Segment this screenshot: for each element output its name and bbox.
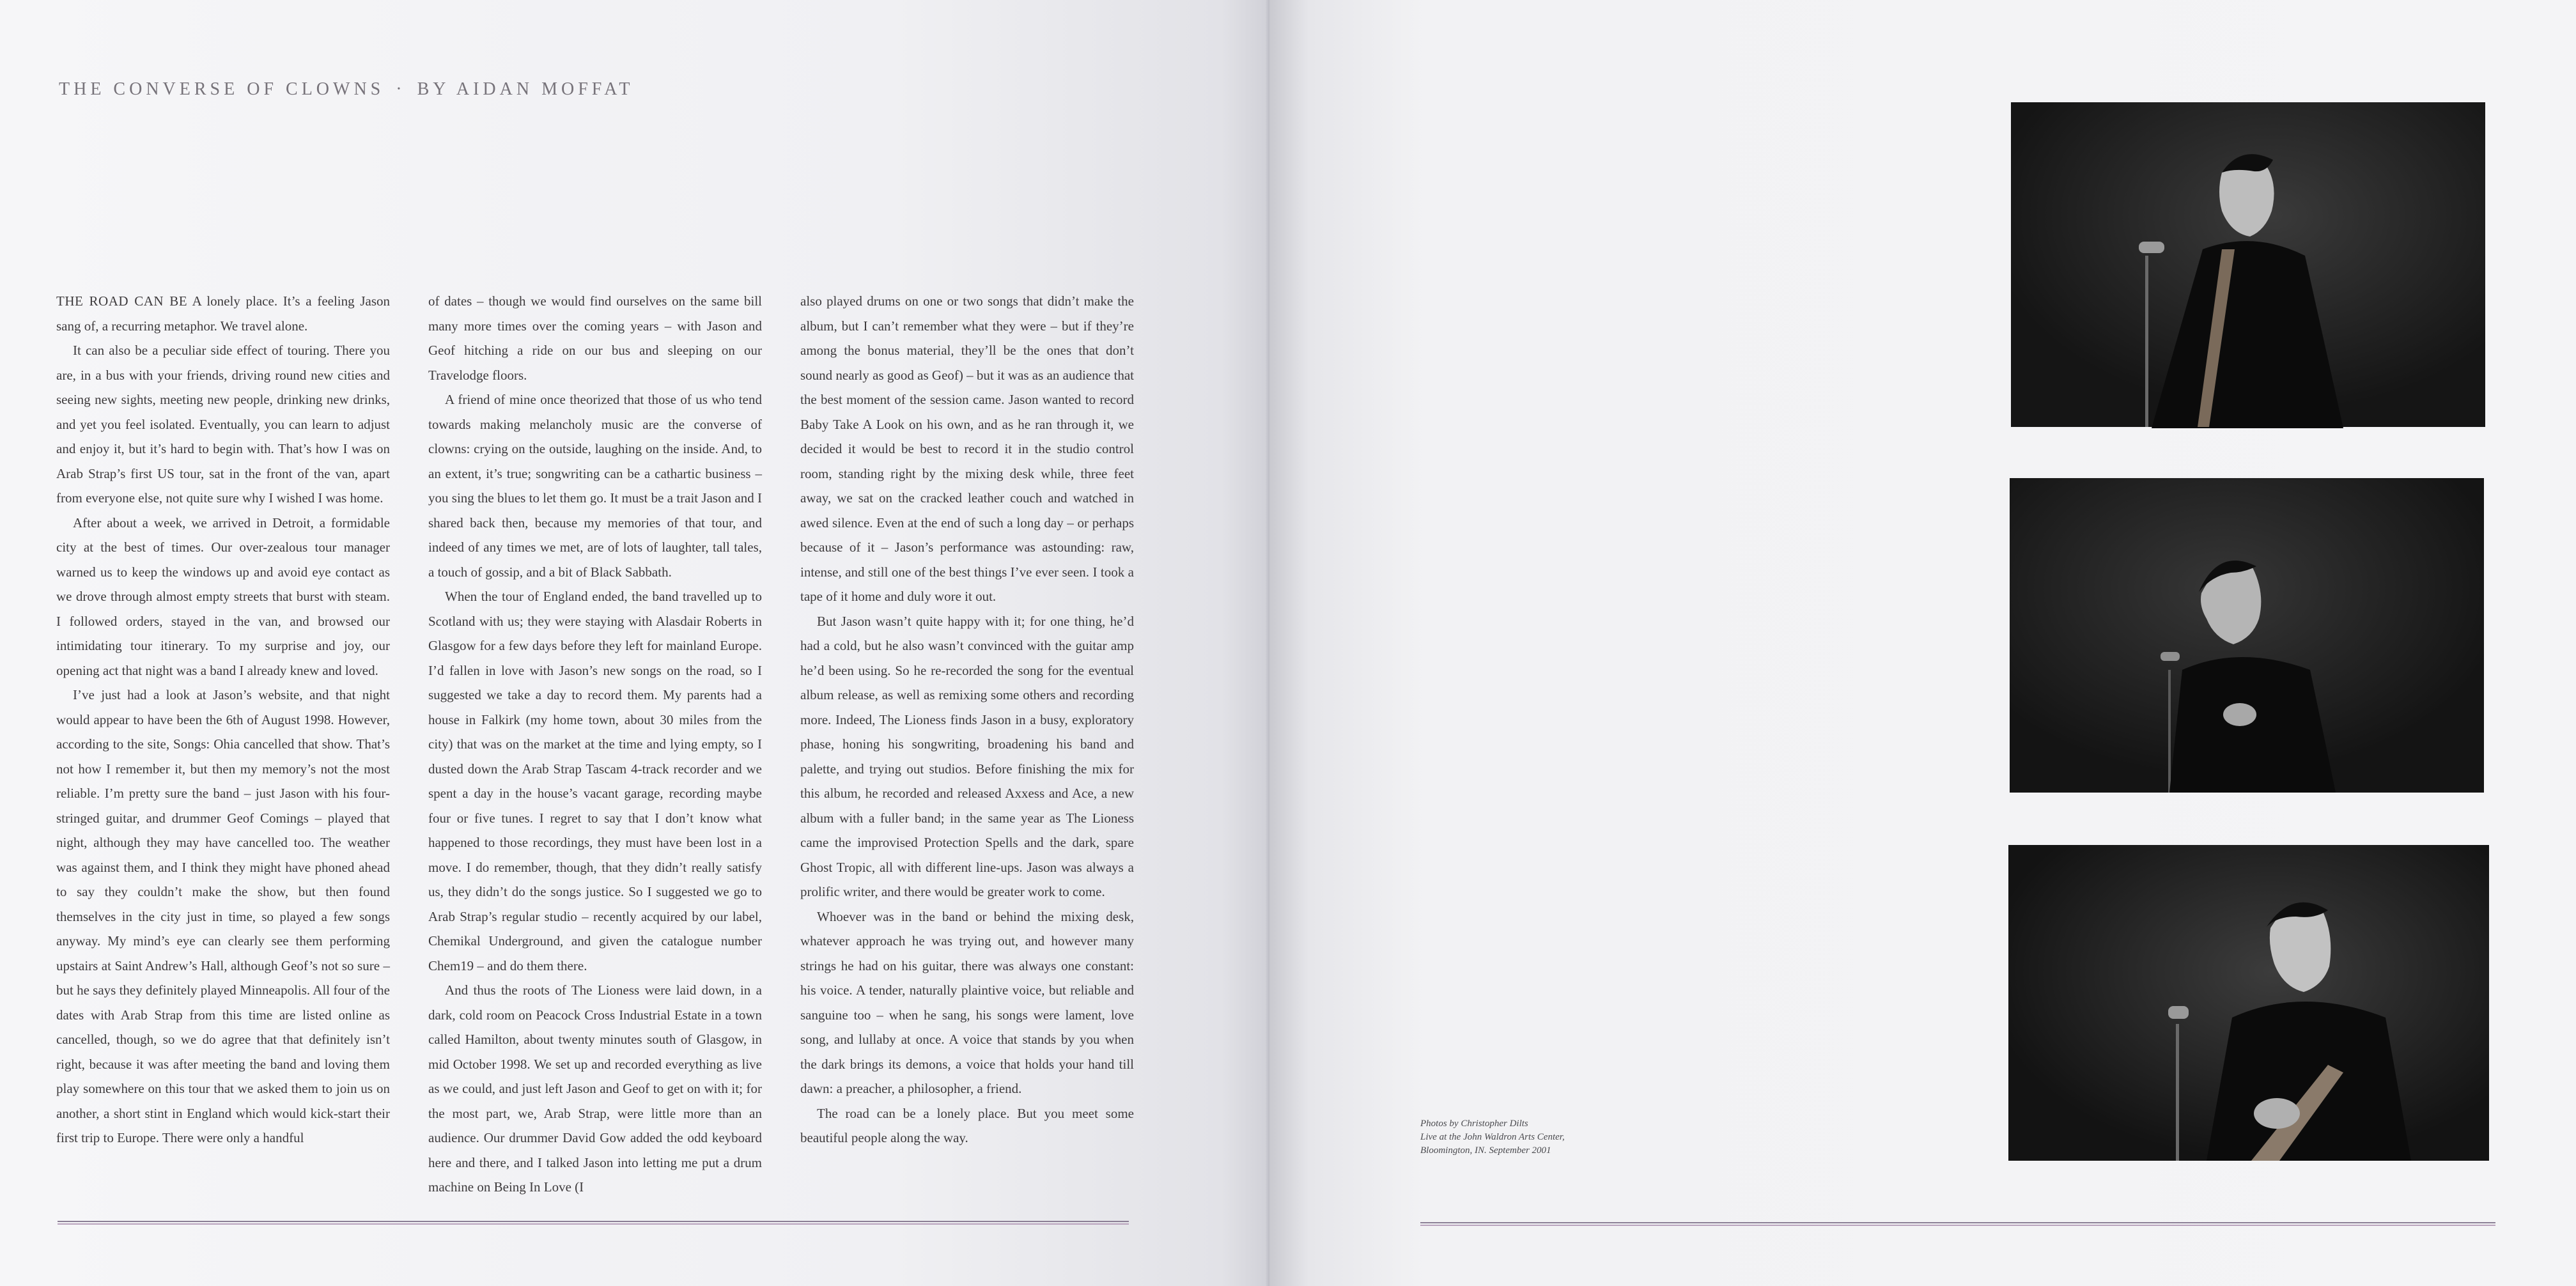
article-byline: BY AIDAN MOFFAT	[417, 79, 634, 99]
paragraph	[800, 904, 1134, 1101]
paragraph	[800, 1101, 1134, 1150]
left-page	[0, 0, 1272, 1286]
paragraph-text: A friend of mine once theorized that those of us who tend towards making melancholy music are the converse of clowns: crying on the outside, laughing on the inside. And, to an extent, it’s true; songwriting can be a cathartic business – you sing the blues to let them go. It must be a trait Jason and I shared back then, because my memories of that tour, and indeed of any times we met, are of lots of laughter, tall tales, a touch of gossip, and a bit of Black Sabbath.	[428, 392, 762, 580]
paragraph-text: But Jason wasn’t quite happy with it; for one thing, he’d had a cold, but he also wasn’t convinced with the guitar amp he’d been using. So he re-recorded the song for the eventual album release, as well as remixing some others and recording more. Indeed, The Lioness finds Jason in a busy, exploratory phase, honing his songwriting, broadening his band and palette, and trying out studios. Before finishing the mix for this album, he recorded and released Axxess and Ace, a new album with a fuller band; in the same year as The Lioness came the improvised Protection Spells and the dark, spare Ghost Tropic, all with different line-ups. Jason was always a prolific writer, and there would be greater work to come.	[800, 613, 1134, 899]
photo-credit-caption	[1420, 1117, 1565, 1158]
lead-in-caps: THE ROAD CAN BE	[56, 293, 188, 309]
article-body	[56, 289, 1134, 1195]
photo-3-image	[2008, 845, 2489, 1161]
paragraph-text: of dates – though we would find ourselves on the same bill many more times over the coming years – with Jason and Geof hitching a ride on our bus and sleeping on our Travelodge floors.	[428, 293, 762, 383]
paragraph	[428, 387, 762, 584]
paragraph-text: I’ve just had a look at Jason’s website, and that night would appear to have been the 6th of August 1998. However, according to the site, Songs: Ohia cancelled that show. That’s not how I remember it, but then my memory’s not the most reliable. I’m pretty sure the band – just Jason with his four-stringed guitar, and drummer Geof Comings – played that night, although they may have cancelled too. The weather was against them, and I think they might have phoned ahead to say they couldn’t make the show, but then found themselves in the city just in time, so played a few songs anyway. My mind’s eye can clearly see them performing upstairs at Saint Andrew’s Hall, although Geof’s not so sure – but he says they definitely played Minneapolis. All four of the dates with Arab Strap from this time are listed online as cancelled, though, so we do agree that that definitely isn’t right, because it was after meeting the band and loving them play somewhere on this tour that we asked them to join us on another, a short stint in England which would kick-start their first trip to Europe. There were only a handful	[56, 687, 390, 1145]
paragraph	[800, 289, 1134, 609]
right-footer-rule	[1420, 1222, 2495, 1226]
paragraph	[428, 978, 762, 1200]
article-title: THE CONVERSE OF CLOWNS	[59, 79, 385, 99]
caption-line-2: Live at the John Waldron Arts Center,	[1420, 1132, 1565, 1142]
paragraph-text: It can also be a peculiar side effect of touring. There you are, in a bus with your friends, driving round new cities and seeing new sights, meeting new people, drinking new drinks, and yet you feel isolated. Eventually, you can learn to adjust and enjoy it, but it’s hard to begin with. That’s how I was on Arab Strap’s first US tour, sat in the front of the van, apart from everyone else, not quite sure why I wished I was home.	[56, 343, 390, 506]
header-separator: ·	[396, 79, 406, 99]
paragraph	[56, 289, 390, 338]
paragraph-text: A lonely place. It’s a feeling Jason sang of, a recurring metaphor. We travel alone.	[56, 293, 390, 334]
text-column-1	[56, 289, 390, 1184]
caption-line-3: Bloomington, IN. September 2001	[1420, 1145, 1551, 1156]
paragraph	[428, 289, 762, 387]
photo-2-image	[2010, 478, 2484, 793]
paragraph	[56, 683, 390, 1150]
photo-guitarist-playing	[2008, 845, 2489, 1161]
paragraph-text: The road can be a lonely place. But you meet some beautiful people along the way.	[800, 1105, 1134, 1145]
left-footer-rule	[58, 1221, 1129, 1225]
paragraph	[56, 511, 390, 683]
caption-line-1: Photos by Christopher Dilts	[1420, 1119, 1528, 1129]
paragraph	[56, 338, 390, 511]
paragraph-text: After about a week, we arrived in Detroit, a formidable city at the best of times. Our over-zealous tour manager warned us to keep the windows up and avoid eye contact as we drove through almost empty streets that burst with steam. I followed orders, stayed in the van, and browsed our intimidating tour itinerary. To my surprise and joy, our opening act that night was a band I already knew and loved.	[56, 515, 390, 678]
paragraph-text: And thus the roots of The Lioness were laid down, in a dark, cold room on Peacock Cross Industrial Estate in a town called Hamilton, about twenty minutes south of Glasgow, in mid October 1998. We set up and recorded everything as live as we could, and just left Jason and Geof to get on with it; for the most part, we, Arab Strap, were little more than an audience. Our drummer David Gow added the odd keyboard here and there, and I talked Jason into letting me put a drum machine on Being In Love (I	[428, 982, 762, 1195]
paragraph	[800, 609, 1134, 904]
text-column-3	[800, 289, 1134, 1184]
article-header	[59, 79, 634, 100]
paragraph-text: Whoever was in the band or behind the mixing desk, whatever approach he was trying out, and however many strings he had on his guitar, there was always one constant: his voice. A tender, naturally plaintive voice, but reliable and sanguine too – when he sang, his songs were lament, love song, and lullaby at once. A voice that stands by you when the dark brings its demons, a voice that holds your hand till dawn: a preacher, a philosopher, a friend.	[800, 908, 1134, 1096]
photo-1-image	[2011, 102, 2485, 427]
photo-singer-with-guitar	[2010, 478, 2484, 793]
text-column-2	[428, 289, 762, 1195]
paragraph-text: also played drums on one or two songs that didn’t make the album, but I can’t remember what they were – but if they’re among the bonus material, they’ll be the ones that don’t sound nearly as good as Geof) – but it was as an audience that the best moment of the session came. Jason wanted to record Baby Take A Look on his own, and as he ran through it, we decided it would be best to record it in the studio control room, standing right by the mixing desk while, three feet away, we sat on the cracked leather couch and watched in awed silence. Even at the end of such a long day – or perhaps because of it – Jason’s performance was astounding: raw, intense, and still one of the best things I’ve ever seen. I took a tape of it home and duly wore it out.	[800, 293, 1134, 604]
photo-singer-at-microphone	[2011, 102, 2485, 427]
paragraph	[428, 584, 762, 978]
paragraph-text: When the tour of England ended, the band travelled up to Scotland with us; they were staying with Alasdair Roberts in Glasgow for a few days before they left for mainland Europe. I’d fallen in love with Jason’s new songs on the road, so I suggested we take a day to record them. My parents had a house in Falkirk (my home town, about 30 miles from the city) that was on the market at the time and lying empty, so I dusted down the Arab Strap Tascam 4-track recorder and we spent a day in the house’s vacant garage, recording maybe four or five tunes. I regret to say that I don’t know what happened to those recordings, they must have been lost in a move. I do remember, though, that they didn’t really satisfy us, they didn’t do the songs justice. So I suggested we go to Arab Strap’s regular studio – recently acquired by our label, Chemikal Underground, and given the catalogue number Chem19 – and do them there.	[428, 589, 762, 973]
